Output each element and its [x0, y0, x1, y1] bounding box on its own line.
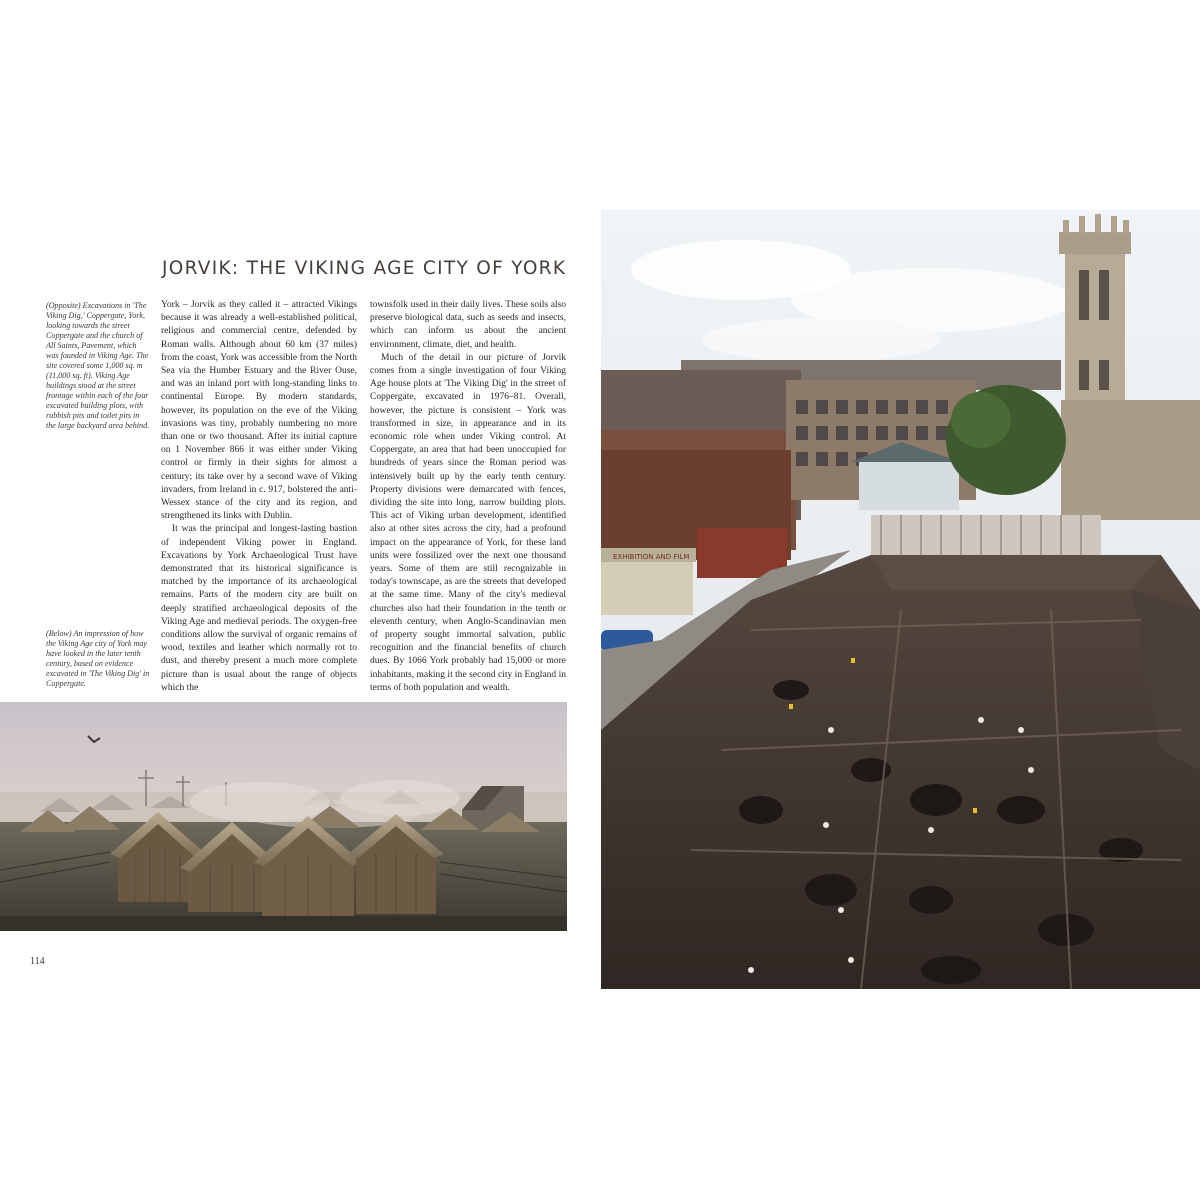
body-paragraph: Much of the detail in our picture of Jorvik comes from a single investigation of four Viking Age house plots at 'The Viking Dig' in the street of Coppergate, excavated in 1976–81. Overall, however, the picture is consistent – York was transformed in size, in appearance and in its economic role when under Viking control. At Coppergate, an area that had been unoccupied for hundreds of years since the Roman period was intensively built up by the early tenth century. Property divisions were demarcated with fences, dividing the site into long, narrow building plots. This act of Viking urban development, identified also at other sites across the city, had a profound impact on the appearance of York, for these land units were fossilized over the next one thousand years. Some of them are still recognizable in today's townscape, as are the streets that developed at the same time. Many of the city's medieval churches also had their foundation in the tenth or eleventh century, when Anglo-Scandinavian men of property sought immortal salvation, public recognition and the financial benefits of church dues. By 1066 York probably had 15,000 or more inhabitants, making it the second city in England in terms of both population and wealth.: [370, 352, 566, 693]
caption-below: (Below) An impression of how the Viking Age city of York may have looked in the later tenth century, based on evidence excavated in 'The Viking Dig' in Coppergate.: [46, 629, 150, 688]
body-paragraph: York – Jorvik as they called it – attracted Vikings because it was already a well-established political, religious and commercial centre, defended by Roman walls. Although about 60 km (37 miles) from the coast, York was accessible from the North Sea via the Humber Estuary and the River Ouse, and was an inland port with long-standing links to continental Europe. By modern standards, however, its population on the eve of the Viking invasions was tiny, probably numbering no more than one or two thousand. After its initial capture on 1 November 866 it was either under Viking control or firmly in their sights for almost a century; its take over by a second wave of Viking invaders, from Ireland in c. 917, bolstered the anti-Wessex stance of the city and its region, and strengthened its links with Dublin.: [161, 300, 357, 522]
page-number: 114: [30, 956, 45, 967]
body-column-2: [370, 299, 566, 695]
viking-york-reconstruction-image: [0, 702, 567, 931]
caption-opposite: (Opposite) Excavations in 'The Viking Dig,' Coppergate, York, looking towards the street Coppergate and the church of All Saints, Pavement, which was founded in Viking Age. The site covered some 1,000 sq. m (11,000 sq. ft). Viking Age buildings stood at the street frontage within each of the four excavated building plots, with rubbish pits and toilet pits in the large backyard area behind.: [46, 301, 150, 430]
body-paragraph: townsfolk used in their daily lives. These soils also preserve biological data, such as seeds and insects, which can inform us about the ancient environment, climate, diet, and health.: [370, 300, 566, 350]
coppergate-excavation-photo: [601, 210, 1200, 989]
exhibition-sign: EXHIBITION AND FILM: [613, 553, 690, 561]
article-title: JORVIK: THE VIKING AGE CITY OF YORK: [162, 258, 567, 279]
body-paragraph: It was the principal and longest-lasting bastion of independent Viking power in England. Excavations by York Archaeological Trust have demonstrated that its historical significance is matched by the importance of its archaeological remains. Parts of the modern city are built on deeply stratified archaeological deposits of the Viking Age and medieval periods. The oxygen-free conditions allow the survival of organic remains of wood, textiles and leather which normally rot to dust, and thereby present a much more complete picture than is usual about the range of objects which the: [161, 524, 357, 693]
reconstruction-artwork: [0, 702, 567, 931]
body-column-1: [161, 299, 357, 695]
excavation-artwork: [601, 210, 1200, 989]
